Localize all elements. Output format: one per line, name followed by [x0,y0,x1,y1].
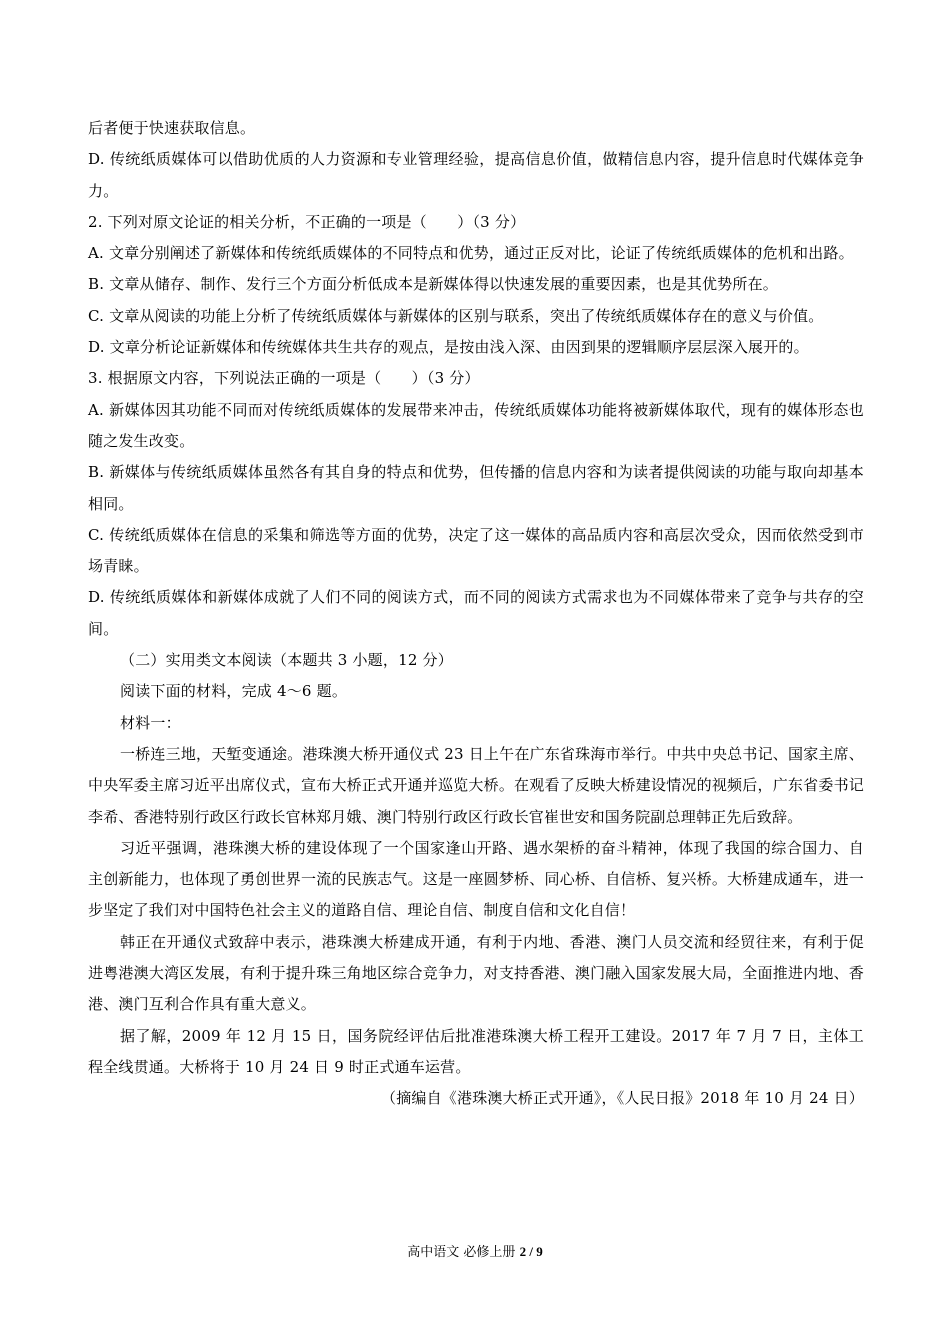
option-a: A. 文章分别阐述了新媒体和传统纸质媒体的不同特点和优势，通过正反对比，论证了传统纸质媒体的危机和出路。 [88,244,854,263]
option-d: D. 传统纸质媒体可以借助优质的人力资源和专业管理经验，提高信息价值，做精信息内容，提升信息时代媒体竞争力。 [88,150,864,200]
paragraph: 后者便于快速获取信息。 [88,119,256,137]
article-paragraph: 一桥连三地，天堑变通途。港珠澳大桥开通仪式 23 日上午在广东省珠海市举行。中共中央总书记、国家主席、中央军委主席习近平出席仪式，宣布大桥正式开通并巡览大桥。在观看了反映大桥建设情况的视频后，广东省委书记李希、香港特别行政区行政长官林郑月娥、澳门特别行政区行政长官崔世安和国务院副总理韩正先后致辞。 [88,744,864,826]
question-2: 2. 下列对原文论证的相关分析，不正确的一项是（ ）（3 分） [88,212,526,231]
option-d: D. 文章分析论证新媒体和传统媒体共生共存的观点，是按由浅入深、由因到果的逻辑顺序层层深入展开的。 [88,338,809,357]
footer-label: 高中语文 必修上册 [407,1245,516,1260]
option-b: B. 新媒体与传统纸质媒体虽然各有其自身的特点和优势，但传播的信息内容和为读者提供阅读的功能与取向却基本相同。 [88,463,864,513]
option-c: C. 传统纸质媒体在信息的采集和筛选等方面的优势，决定了这一媒体的高品质内容和高层次受众，因而依然受到市场青睐。 [88,525,864,576]
instruction: 阅读下面的材料，完成 4～6 题。 [120,682,348,701]
page-number: 2 / 9 [519,1244,543,1259]
article-paragraph: 习近平强调，港珠澳大桥的建设体现了一个国家逢山开路、遇水架桥的奋斗精神，体现了我国的综合国力、自主创新能力，也体现了勇创世界一流的民族志气。这是一座圆梦桥、同心桥、自信桥、复兴桥。大桥建成通车，进一步坚定了我们对中国特色社会主义的道路自信、理论自信、制度自信和文化自信！ [88,838,864,920]
document-body [88,113,864,1115]
option-a: A. 新媒体因其功能不同而对传统纸质媒体的发展带来冲击，传统纸质媒体功能将被新媒体取代，现有的媒体形态也随之发生改变。 [88,400,864,450]
page-footer [0,1242,950,1263]
material-label: 材料一： [120,713,181,732]
option-c: C. 文章从阅读的功能上分析了传统纸质媒体与新媒体的区别与联系，突出了传统纸质媒体存在的意义与价值。 [88,306,824,325]
article-paragraph: 据了解，2009 年 12 月 15 日，国务院经评估后批准港珠澳大桥工程开工建设。2017 年 7 月 7 日，主体工程全线贯通。大桥将于 10 月 24 日 9 时正式通车运营。 [88,1026,864,1076]
option-d: D. 传统纸质媒体和新媒体成就了人们不同的阅读方式，而不同的阅读方式需求也为不同媒体带来了竞争与共存的空间。 [88,588,864,638]
source-citation: （摘编自《港珠澳大桥正式开通》，《人民日报》2018 年 10 月 24 日） [381,1089,864,1108]
option-b: B. 文章从储存、制作、发行三个方面分析低成本是新媒体得以快速发展的重要因素，也是其优势所在。 [88,275,778,294]
question-3: 3. 根据原文内容，下列说法正确的一项是（ ）（3 分） [88,369,480,388]
article-paragraph: 韩正在开通仪式致辞中表示，港珠澳大桥建成开通，有利于内地、香港、澳门人员交流和经贸往来，有利于促进粤港澳大湾区发展，有利于提升珠三角地区综合竞争力，对支持香港、澳门融入国家发展大局，全面推进内地、香港、澳门互利合作具有重大意义。 [88,932,864,1014]
section-heading: （二）实用类文本阅读（本题共 3 小题，12 分） [120,651,453,670]
